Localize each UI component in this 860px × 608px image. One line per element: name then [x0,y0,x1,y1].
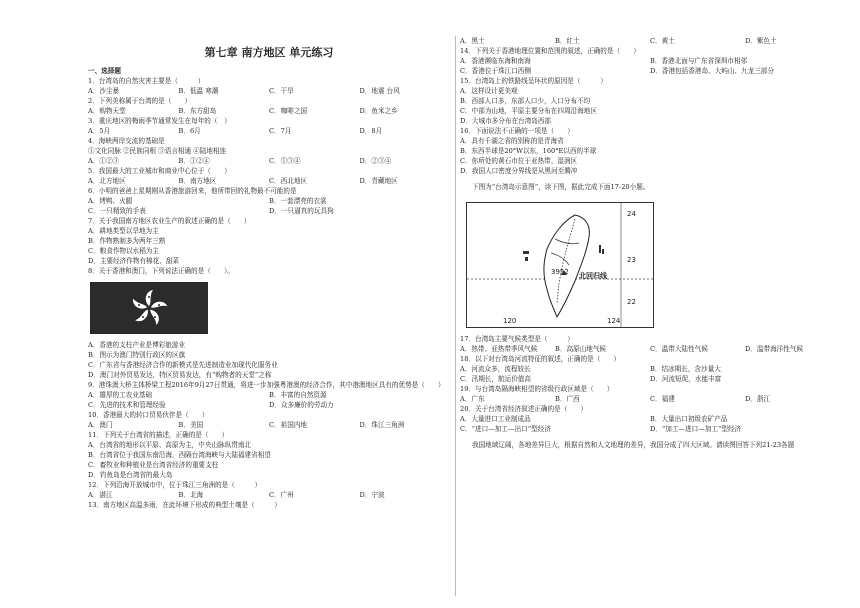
option: D．紫色土 [745,37,777,45]
option: B．红土 [555,37,580,45]
peak-elevation-label: 3952 [551,268,569,276]
question-stem: 8．关于香港和澳门，下列说法正确的是（ ）。 [88,267,234,275]
option: A．沙尘暴 [88,87,120,95]
option-row [460,66,840,76]
option-line: A．香港的支柱产业是博彩旅游业 [88,341,186,349]
option: D．浙江 [745,395,771,403]
option: D．地震 台风 [359,87,400,95]
question-list-right-2 [460,334,840,434]
option-line: B．台湾省位于我国东南沿海，西隔台湾海峡与大陆福建省相望 [88,451,271,459]
option: A．香港濒临东海和南海 [460,57,531,65]
option-line: ①文化同脉 ②民族同根 ③语言相通 ④陆地相连 [88,147,227,155]
option: C．福建 [650,395,675,403]
option-row [460,344,840,354]
option-row [88,420,450,430]
option-row [460,56,840,66]
option-row [460,394,840,404]
option: A．①②③ [88,157,120,165]
option-line: D．大城市多分布在台湾岛西部 [460,117,552,125]
option: B．结冰期长，含沙量大 [650,365,721,373]
taiwan-map-drawing [467,203,653,327]
option-line: C．中部为山地，平原主要分布在四周沿海地区 [460,107,597,115]
lat-label-23: 23 [627,256,636,264]
question-stem: 19．与台湾岛隔海峡相望的省级行政区域是（ ） [460,385,614,393]
option: A．湛江 [88,491,113,499]
option-row [88,176,450,186]
option: D．青藏地区 [359,177,398,185]
question-stem: 15．台湾岛上的铁路线呈环状的原因是（ ） [460,77,607,85]
option-row [88,206,450,216]
option-row [88,106,450,116]
question-stem: 2．下列美称属于台湾的是（ ） [88,97,192,105]
question-list-left [88,76,450,276]
option-row [88,390,450,400]
option-line: B．作物熟制多为两年三熟 [88,237,166,245]
map-intro: 下图为“台湾岛示意图”，读下图，据此完成下面17-20小题。 [472,183,650,191]
right-column [460,36,840,450]
option-row [460,424,840,434]
option: B．6月 [178,127,201,135]
question-stem: 1．台湾岛的自然灾害主要是（ ） [88,77,205,85]
option: D．温带海洋性气候 [745,345,804,353]
column-divider [455,36,456,596]
option-line: C．畜牧业和种植业是台湾省经济的重要支柱 [88,461,219,469]
question-stem: 10．香港最大的转口贸易伙伴是（ ） [88,411,209,419]
option: D．香港包括香港岛、大屿山、九龙三部分 [650,67,774,75]
option: D．河流短促，水能丰富 [650,375,722,383]
option-row [88,156,450,166]
option-row [460,364,840,374]
question-stem: 11．下列关于台湾省的描述，正确的是（ ） [88,431,229,439]
option-line: D．主要经济作物有棉花、甜菜 [88,257,180,265]
option: C．温带大陆性气候 [650,345,708,353]
option: D．一只逼真的玩具狗 [269,207,334,215]
question-stem: 20．关于台湾省经济叙述正确的是（ ） [460,405,588,413]
option-row [88,400,450,410]
option: C．“进口—加工—出口”型经济 [460,425,551,433]
option: A．河流众多，流程较长 [460,365,531,373]
option: B．高原山地气候 [555,345,607,353]
option: C．先进的技术和管理经验 [88,401,166,409]
option-line: C．广东省与香港经济合作的新模式是先进制造业加现代化服务业 [88,361,278,369]
tropic-of-cancer-label: 北回归线 [579,272,607,280]
option-row [460,36,840,46]
option: B．美国 [178,421,204,429]
left-column [88,0,450,510]
option-row [460,414,840,424]
option: D．②③④ [359,157,392,165]
option: B．广西 [555,395,580,403]
taiwan-map [466,202,654,328]
page-title: 第七章 南方地区 单元练习 [204,46,334,59]
option-line: A．具有千湖之省的别称的是青海省 [460,137,564,145]
option: D．鱼米之乡 [359,107,398,115]
question-stem: 16．下面说法不正确的一项是（ ） [460,127,574,135]
question-stem: 9．港珠澳大桥主体桥梁工程2016年9月27日贯通，将进一步加强粤港澳的经济合作，其中港澳地区具有的优势是（ ） [88,381,445,389]
option-row [88,196,450,206]
option-line: A．这样设计更美观 [460,87,518,95]
macau-flag-image [90,282,208,334]
question-stem: 6．小明的爸爸上星期刚从香港旅游回来，他所带回的礼物最不可能的是 [88,187,297,195]
option-row [88,490,450,500]
option: C．①③④ [269,157,301,165]
option: D．宁波 [359,491,385,499]
option-row [460,374,840,384]
question-stem: 13．南方地区高温多雨，在此环境下形成的典型土壤是（ ） [88,501,282,509]
option-line: D．澳门对外贸易发达，特区贸易发达，有“购物者的天堂”之称 [88,371,272,379]
option: A．购物天堂 [88,107,126,115]
option: C．广州 [269,491,294,499]
question-stem: 18．以下对台湾岛河流特征的叙述，正确的是（ ） [460,355,621,363]
option: A．雄厚的工农业基础 [88,391,153,399]
option: C．祖国内地 [269,421,308,429]
question-stem: 14．下列关于香港地理位置和范围的叙述，正确的是（ ） [460,47,640,55]
option: D．8月 [359,127,383,135]
question-stem: 4．海峡两岸交流的基础是 [88,137,165,145]
option: D．珠江三角洲 [359,421,405,429]
option: C．黄土 [650,37,675,45]
option-line: D．钓鱼岛是台湾省的最大岛 [88,471,173,479]
option: A．烤鸭、火腿 [88,197,133,205]
option-line: A．台湾省的地形以平原、高原为主，中央山脉纵贯南北 [88,441,252,449]
question-stem: 5．我国最大的工业城市和商业中心位于（ ） [88,167,231,175]
option: A．热带、亚热带季风气候 [460,345,538,353]
question-stem: 3．重庆地区的梅雨季节通常发生在每年的（ ） [88,117,231,125]
option-line: B．东西半球是20°W以东，160°E以西的半球 [460,147,597,155]
option: B．低温 寒潮 [178,87,219,95]
option-line: B．图示为澳门特别行政区的区旗 [88,351,186,359]
question-stem: 12．下列沿海开放城市中，位于珠江三角洲的是（ ） [88,481,262,489]
option: C．西北地区 [269,177,308,185]
option-line: C．粮食作物以水稻为主 [88,247,159,255]
option: B．大量出口初级农矿产品 [650,415,728,423]
option: B．丰富的自然资源 [269,391,327,399]
option-row [88,126,450,136]
option: A．广东 [460,395,485,403]
option: B．香港北面与广东省深圳市相邻 [650,57,748,65]
lon-label-120: 120 [503,317,517,325]
lat-label-24: 24 [627,210,636,218]
option-line: A．耕地类型以旱地为主 [88,227,159,235]
option: D．“加工—进口—加工”型经济 [650,425,742,433]
option: B．一套漂亮的衣裳 [269,197,327,205]
option: C．香港位于珠江口西侧 [460,67,531,75]
option: A．澳门 [88,421,113,429]
option: B．南方地区 [178,177,217,185]
option-line: B．西部人口多，东部人口少，人口分布不均 [460,97,591,105]
option-line: D．我国人口密度分界线是从黑河至腾冲 [460,167,578,175]
question-stem: 7．关于我国南方地区农业生产的叙述正确的是（ ） [88,217,251,225]
option-line: C．你所处的黄石市位于亚热带、湿润区 [460,157,578,165]
question-list-right [460,36,840,176]
bauhinia-flower-icon [129,288,169,328]
option-row [88,86,450,96]
lat-label-22: 22 [627,298,636,306]
question-stem: 17．台湾岛主要气候类型是（ ） [460,335,574,343]
option: B．北海 [178,491,204,499]
option: B．①②④ [178,157,210,165]
option: C．一只精致的手表 [88,207,146,215]
option: C．汛期长，航运价值高 [460,375,531,383]
option: A．黑土 [460,37,485,45]
section-heading: 一、选择题 [88,67,121,75]
option: B．东方甜岛 [178,107,217,115]
option: D．众多廉价的劳动力 [269,401,334,409]
closing-paragraph: 我国地域辽阔，各地差异巨大，根据自然和人文地理的差异，我国分成了四大区域。请读图回答下列21-23各题 [472,441,795,449]
option: A．5月 [88,127,111,135]
option: A．大量进口工业制成品 [460,415,531,423]
option: C．干旱 [269,87,294,95]
lon-label-124: 124 [607,317,621,325]
option: C．咖啡之国 [269,107,308,115]
question-list-left-2 [88,340,450,510]
option: A．北方地区 [88,177,126,185]
option: C．7月 [269,127,292,135]
